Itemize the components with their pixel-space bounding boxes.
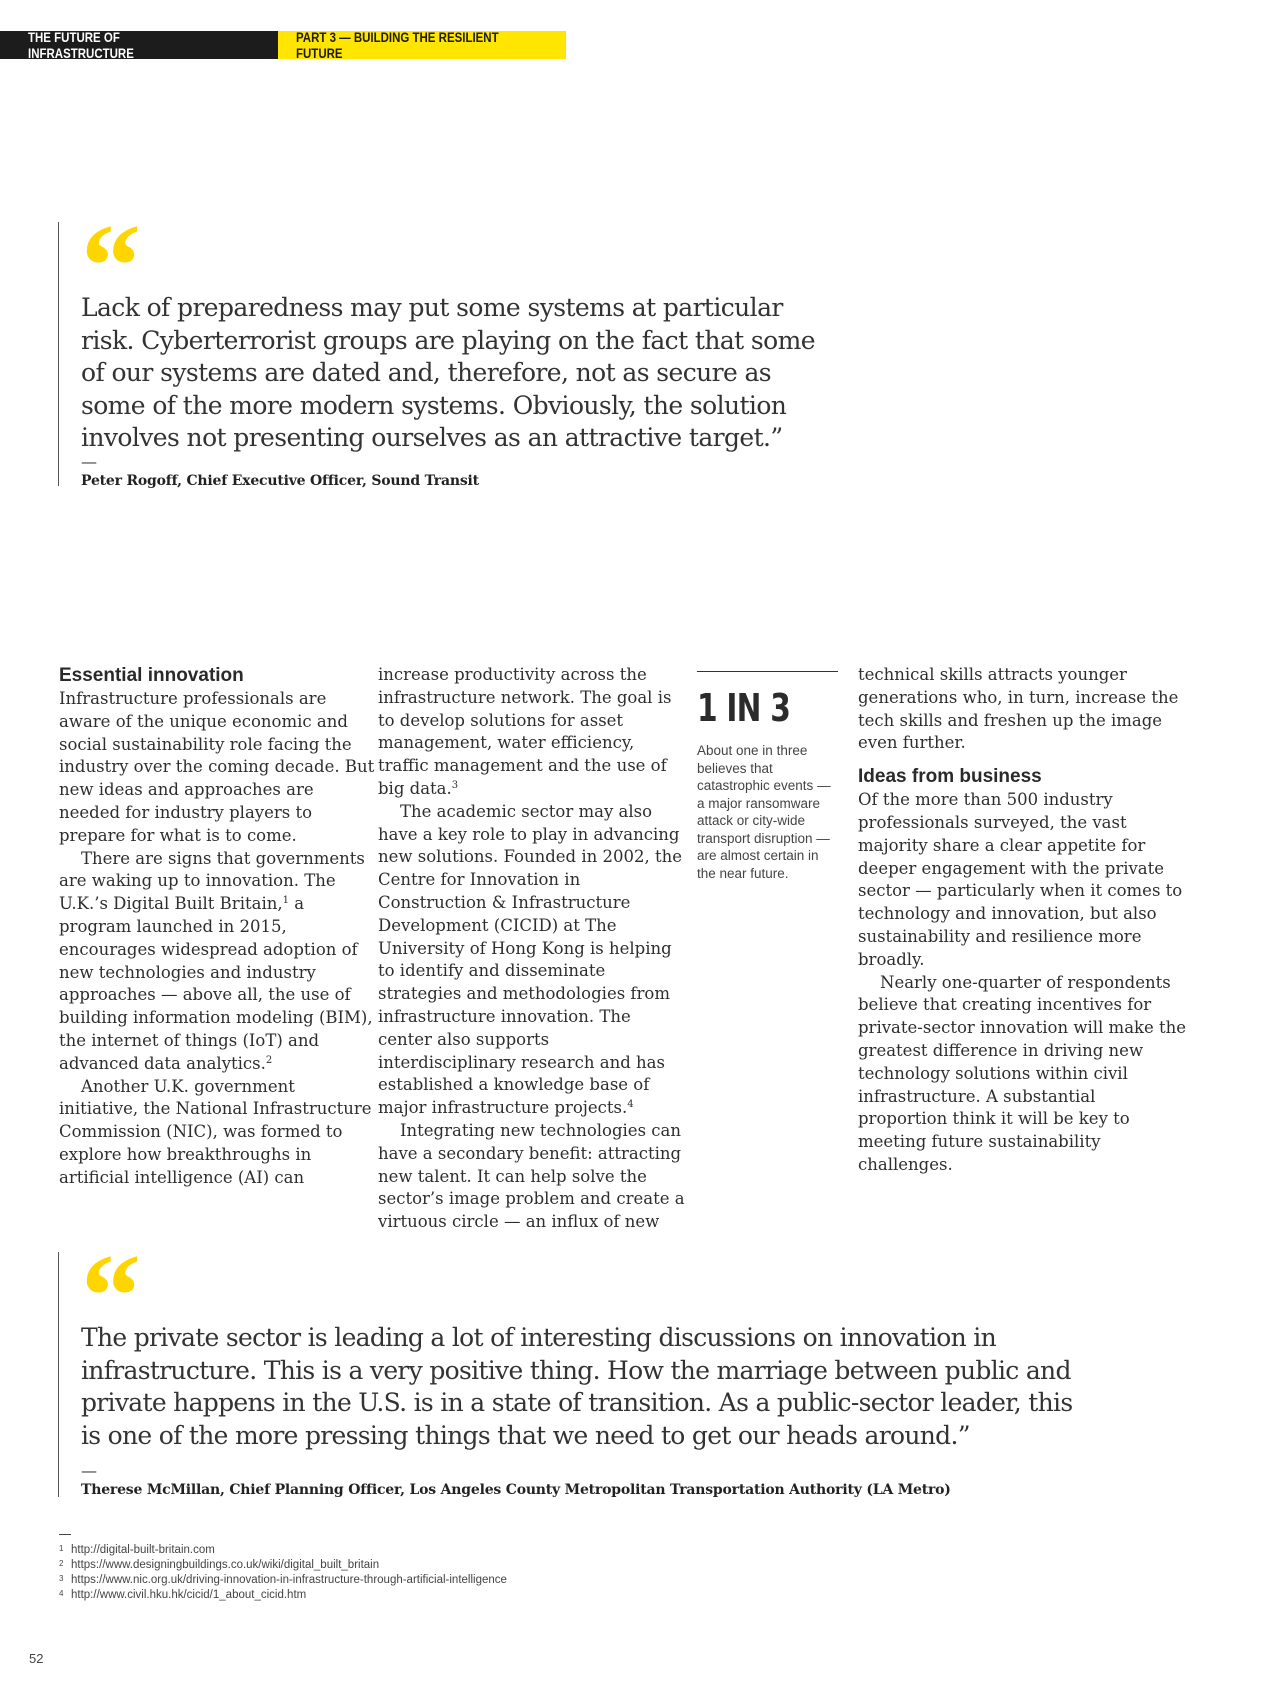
- footnote-number: 1: [59, 1544, 64, 1553]
- paragraph: Of the more than 500 industry professionals surveyed, the vast majority share a clear appetite for deeper engagement with the private sector — particularly when it comes to technology and innovation, but also sustainability and resilience more broadly.: [858, 790, 1183, 969]
- paragraph: technical skills attracts younger generations who, in turn, increase the tech skills and freshen up the image even further.: [858, 665, 1179, 753]
- paragraph-text: increase productivity across the infrastructure network. The goal is to develop solutions for asset management, water efficiency, traffic management and the use of big data.: [378, 665, 672, 798]
- page-number: 52: [29, 1651, 44, 1666]
- section-heading-ideas-from-business: Ideas from business: [858, 766, 1042, 788]
- paragraph: Another U.K. government initiative, the National Infrastructure Commission (NIC), was formed to explore how breakthroughs in artificial intelligence (AI) can: [59, 1076, 372, 1187]
- paragraph-text: a program launched in 2015, encourages widespread adoption of new technologies and industry approaches — above all, the use of building information modeling (BIM), the internet of things (IoT) and advanced data analytics.: [59, 894, 373, 1073]
- footnote-link[interactable]: https://www.nic.org.uk/driving-innovation-in-infrastructure-through-artificial-intelligence: [71, 1574, 507, 1586]
- paragraph: [378, 664, 688, 801]
- quote-text: Lack of preparedness may put some systems at particular risk. Cyberterrorist groups are playing on the fact that some of our systems are dated and, therefore, not as secure as some of the more modern systems. Obviously, the solution involves not presenting ourselves as an attractive target.”: [81, 293, 815, 452]
- pull-quote-mcmillan: [58, 1229, 1081, 1498]
- section-label: [0, 31, 278, 59]
- quote-text: The private sector is leading a lot of interesting discussions on innovation in infrastructure. This is a very positive thing. How the marriage between public and private happens in the U.S. is in a state of transition. As a public-sector leader, this is one of the more pressing things that we need to get our heads around.”: [81, 1323, 1073, 1450]
- footnote-number: 4: [59, 1589, 64, 1598]
- quote-mark-icon: “: [81, 199, 141, 332]
- footnote-link[interactable]: http://www.civil.hku.hk/cicid/1_about_cicid.htm: [71, 1589, 307, 1601]
- footnote: [59, 1588, 507, 1603]
- section-heading-essential-innovation: Essential innovation: [59, 665, 244, 686]
- paragraph: Infrastructure professionals are aware of the unique economic and social sustainability role facing the industry over the coming decade. But new ideas and approaches are needed for industry players to prepare for what is to come.: [59, 689, 375, 845]
- footnote: [59, 1558, 507, 1573]
- footnote: [59, 1573, 507, 1588]
- footnote-link[interactable]: http://digital-built-britain.com: [71, 1544, 215, 1556]
- paragraph: Integrating new technologies can have a secondary benefit: attracting new talent. It can help solve the sector’s image problem and create a virtuous circle — an influx of new: [378, 1120, 685, 1232]
- stat-description: About one in three believes that catastrophic events — a major ransomware attack or city-wide transport disruption — are almost certain in the near future.: [697, 743, 831, 881]
- footnotes: [59, 1534, 507, 1603]
- paragraph-text: There are signs that governments are waking up to innovation. The U.K.’s Digital Built Britain,: [59, 848, 365, 914]
- body-column-4: [858, 664, 1188, 1177]
- quote-attribution: Peter Rogoff, Chief Executive Officer, Sound Transit: [81, 472, 479, 489]
- footnote-ref: 3: [451, 779, 459, 791]
- footnote-ref: 1: [282, 895, 289, 907]
- body-column-1: [59, 664, 379, 1190]
- quote-attribution: Therese McMillan, Chief Planning Officer, Los Angeles County Metropolitan Transportation Authority (LA Metro): [81, 1482, 951, 1498]
- paragraph: [59, 848, 379, 1076]
- footnote-number: 3: [59, 1574, 64, 1583]
- section-label-text: THE FUTURE OF INFRASTRUCTURE: [28, 29, 134, 61]
- footnote-ref: 2: [265, 1054, 273, 1066]
- stat-callout: [697, 671, 838, 882]
- part-label: [278, 31, 566, 59]
- quote-dash: —: [81, 451, 97, 471]
- footnote-number: 2: [59, 1559, 64, 1568]
- part-label-text: PART 3 — BUILDING THE RESILIENT FUTURE: [296, 29, 499, 61]
- footnote: [59, 1543, 507, 1558]
- stat-figure: 1 IN 3: [697, 686, 791, 730]
- footnote-link[interactable]: https://www.designingbuildings.co.uk/wiki/digital_built_britain: [71, 1559, 380, 1571]
- paragraph: [378, 801, 688, 1120]
- footnote-rule: [59, 1534, 71, 1535]
- quote-mark-icon: “: [81, 1229, 141, 1362]
- paragraph: Nearly one-quarter of respondents believe that creating incentives for private-sector innovation will make the greatest difference in driving new technology solutions within civil infrastructure. A substantial proportion think it will be key to meeting future sustainability challenges.: [858, 972, 1187, 1174]
- body-column-2: [378, 664, 688, 1234]
- pull-quote-rogoff: [58, 199, 841, 489]
- quote-dash: —: [81, 1461, 97, 1480]
- footnote-ref: 4: [627, 1099, 634, 1111]
- paragraph-text: The academic sector may also have a key role to play in advancing new solutions. Founded in 2002, the Centre for Innovation in Construction & Infrastructure Development (CICID) at The University of Hong Kong is helping to identify and disseminate strategies and methodologies from infrastructure innovation. The center also supports interdisciplinary research and has established a knowledge base of major infrastructure projects.: [378, 801, 683, 1118]
- running-header: [0, 31, 566, 59]
